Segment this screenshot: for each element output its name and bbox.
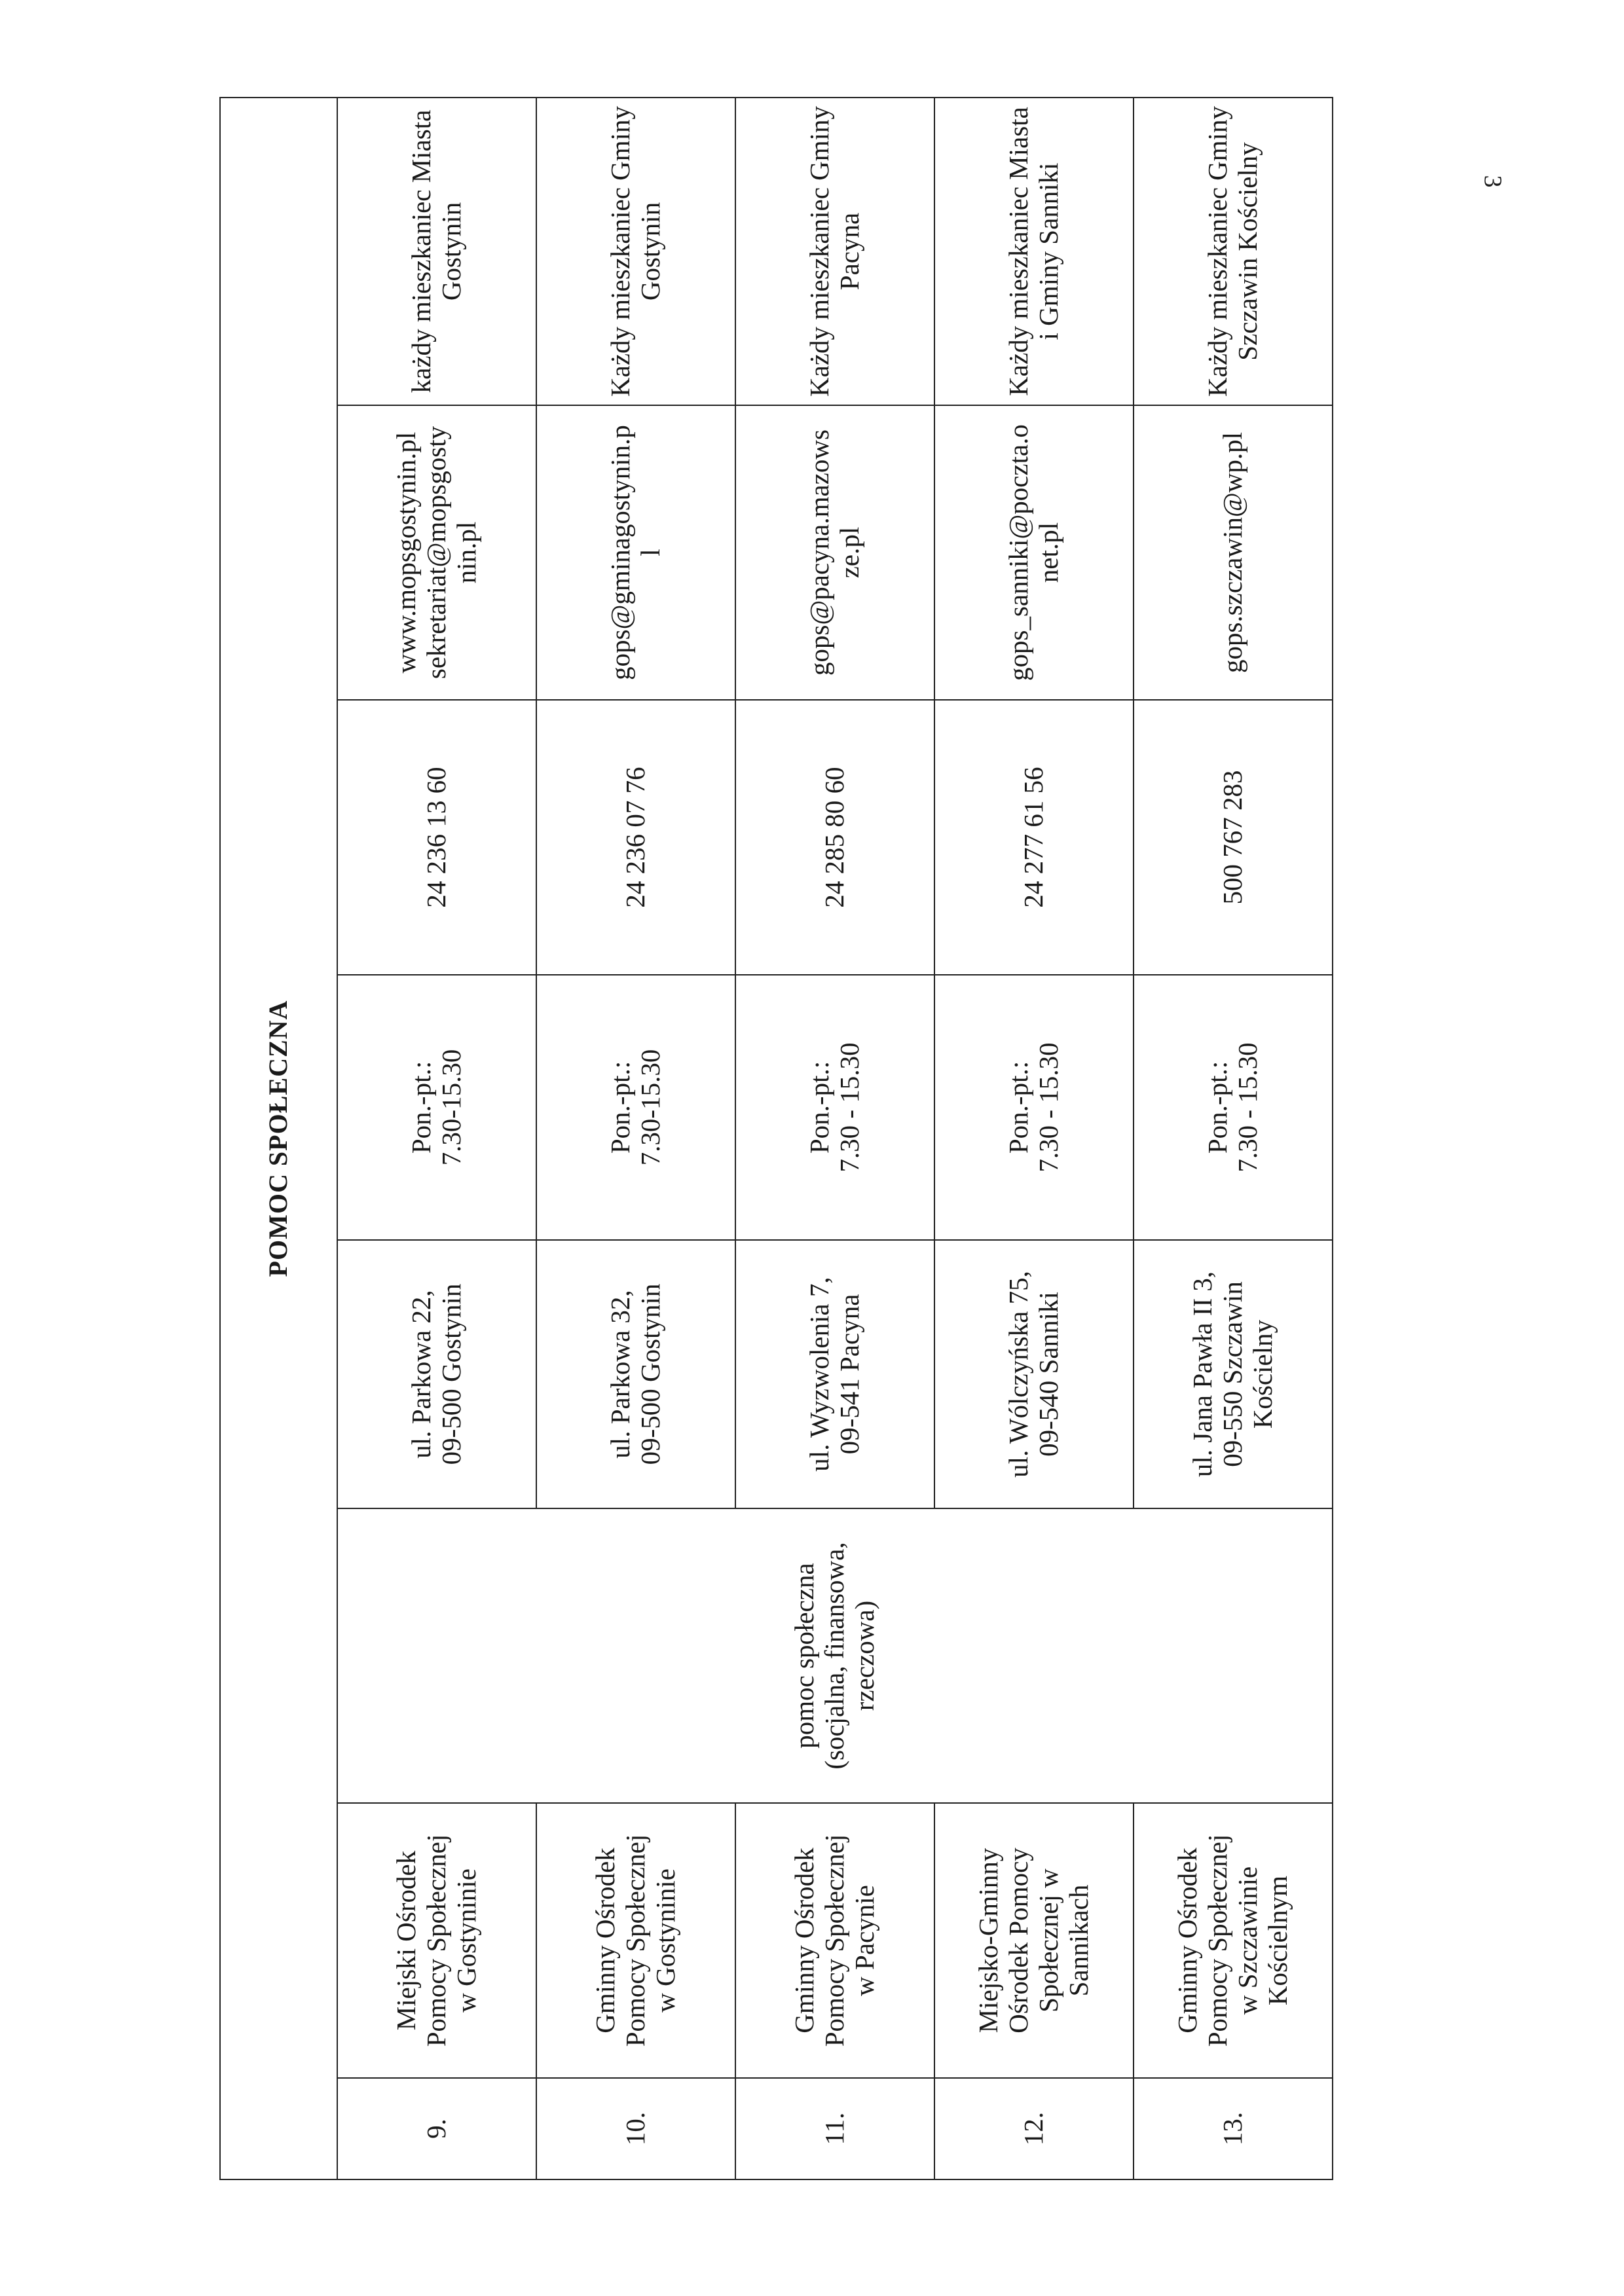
phone: 500 767 283	[1134, 700, 1333, 975]
opening-hours-line: Pon.-pt.:	[605, 1061, 636, 1154]
eligibility-line: Pacyna	[834, 212, 864, 291]
service-type-line: rzeczowa)	[849, 1600, 879, 1711]
institution-name-line: Gminny Ośrodek	[789, 1848, 820, 2033]
eligibility-line: i Gminy Sanniki	[1033, 162, 1063, 340]
address	[1134, 1240, 1333, 1508]
address-line: 09-500 Gostynin	[635, 1283, 665, 1465]
service-type	[337, 1508, 1333, 1803]
contact-email	[934, 405, 1134, 700]
contact-email-line: gops@gminagostynin.p	[605, 425, 636, 680]
section-title: POMOC SPOŁECZNA	[220, 98, 337, 2179]
contact-email	[1134, 405, 1333, 700]
row-number: 9.	[337, 2078, 536, 2179]
row-number: 11.	[735, 2078, 934, 2179]
address-line: Kościelny	[1247, 1319, 1278, 1429]
contact-email-line: ze.pl	[834, 526, 864, 579]
table-row	[1134, 98, 1333, 2179]
opening-hours	[1134, 975, 1333, 1240]
phone: 24 277 61 56	[934, 700, 1134, 975]
contact-email-line: net.pl	[1033, 522, 1063, 583]
address-line: 09-550 Szczawin	[1217, 1281, 1248, 1467]
institution-name-line: Społecznej w	[1033, 1868, 1063, 2013]
table-row	[536, 98, 735, 2179]
institution-name-line: w Gostyninie	[451, 1868, 481, 2013]
institution-name-line: Pomocy Społecznej	[1202, 1834, 1233, 2047]
institution-name	[934, 1803, 1134, 2078]
row-number: 13.	[1134, 2078, 1333, 2179]
institution-name-line: Gminny Ośrodek	[590, 1848, 621, 2033]
contact-email-line: l	[635, 549, 665, 556]
opening-hours-line: Pon.-pt.:	[1202, 1061, 1233, 1154]
institution-name-line: Ośrodek Pomocy	[1003, 1848, 1034, 2033]
address-line: 09-500 Gostynin	[436, 1283, 466, 1465]
opening-hours	[735, 975, 934, 1240]
section-heading-row	[220, 98, 337, 2179]
eligibility-line: każdy mieszkaniec Miasta	[406, 109, 437, 393]
institution-name-line: w Gostyninie	[650, 1868, 680, 2013]
institution-name-line: Gminny Ośrodek	[1172, 1848, 1203, 2033]
row-number: 10.	[536, 2078, 735, 2179]
row-number: 12.	[934, 2078, 1134, 2179]
contact-email	[735, 405, 934, 700]
address	[337, 1240, 536, 1508]
opening-hours-line: Pon.-pt.:	[804, 1061, 835, 1154]
institution-name	[1134, 1803, 1333, 2078]
eligibility-line: Gostynin	[635, 202, 665, 301]
opening-hours-line: 7.30 - 15.30	[834, 1042, 864, 1173]
eligibility	[934, 98, 1134, 405]
opening-hours-line: Pon.-pt.:	[1003, 1061, 1034, 1154]
address-line: 09-541 Pacyna	[834, 1294, 864, 1455]
opening-hours	[337, 975, 536, 1240]
institution-name-line: Sannikach	[1063, 1884, 1094, 1997]
phone: 24 285 80 60	[735, 700, 934, 975]
address-line: 09-540 Sanniki	[1033, 1292, 1063, 1457]
institution-name	[536, 1803, 735, 2078]
address	[735, 1240, 934, 1508]
contact-email	[536, 405, 735, 700]
address	[536, 1240, 735, 1508]
eligibility	[735, 98, 934, 405]
eligibility-line: Każdy mieszkaniec Miasta	[1003, 107, 1034, 396]
address-line: ul. Parkowa 22,	[406, 1290, 437, 1459]
address-line: ul. Parkowa 32,	[605, 1290, 636, 1459]
social-assistance-table	[219, 97, 1333, 2180]
eligibility	[337, 98, 536, 405]
institution-name	[337, 1803, 536, 2078]
contact-email-line: gops@pacyna.mazows	[804, 429, 835, 676]
address-line: ul. Wyzwolenia 7,	[804, 1277, 835, 1472]
eligibility-line: Gostynin	[436, 202, 466, 301]
rotated-table-container	[219, 98, 1300, 2180]
contact-email	[337, 405, 536, 700]
institution-name-line: Kościelnym	[1262, 1875, 1293, 2006]
institution-name-line: Miejsko-Gminny	[973, 1848, 1004, 2033]
institution-name-line: Pomocy Społecznej	[819, 1834, 850, 2047]
opening-hours-line: 7.30-15.30	[635, 1049, 665, 1166]
eligibility-line: Każdy mieszkaniec Gminy	[1202, 105, 1233, 397]
opening-hours-line: Pon.-pt.:	[406, 1061, 437, 1154]
page-number: 3	[1479, 175, 1507, 188]
contact-email-line: gops_sanniki@poczta.o	[1003, 424, 1034, 681]
eligibility	[1134, 98, 1333, 405]
opening-hours-line: 7.30-15.30	[436, 1049, 466, 1166]
phone: 24 236 07 76	[536, 700, 735, 975]
opening-hours-line: 7.30 - 15.30	[1232, 1042, 1263, 1173]
address-line: ul. Jana Pawła II 3,	[1187, 1271, 1218, 1478]
table-row	[735, 98, 934, 2179]
institution-name-line: w Szczawinie	[1232, 1866, 1263, 2015]
eligibility-line: Każdy mieszkaniec Gminy	[804, 105, 835, 397]
institution-name-line: Pomocy Społecznej	[620, 1834, 651, 2047]
address	[934, 1240, 1134, 1508]
address-line: ul. Wólczyńska 75,	[1003, 1271, 1034, 1478]
institution-name-line: w Pacynie	[849, 1885, 879, 1996]
contact-email-line: gops.szczawin@wp.pl	[1217, 432, 1248, 673]
institution-name	[735, 1803, 934, 2078]
opening-hours-line: 7.30 - 15.30	[1033, 1042, 1063, 1173]
opening-hours	[934, 975, 1134, 1240]
contact-email-line: nin.pl	[451, 521, 481, 584]
service-type-line: pomoc społeczna	[789, 1563, 820, 1749]
table-row	[934, 98, 1134, 2179]
service-type-line: (socjalna, finansowa,	[819, 1542, 850, 1770]
contact-email-line: www.mopsgostynin.pl	[391, 431, 422, 674]
eligibility-line: Każdy mieszkaniec Gminy	[605, 105, 636, 397]
opening-hours	[536, 975, 735, 1240]
eligibility-line: Szczawin Kościelny	[1232, 142, 1263, 361]
institution-name-line: Miejski Ośrodek	[391, 1850, 422, 2031]
phone: 24 236 13 60	[337, 700, 536, 975]
table-row	[337, 98, 536, 2179]
contact-email-line: sekretariat@mopsgosty	[421, 426, 452, 680]
eligibility	[536, 98, 735, 405]
institution-name-line: Pomocy Społecznej	[421, 1834, 452, 2047]
